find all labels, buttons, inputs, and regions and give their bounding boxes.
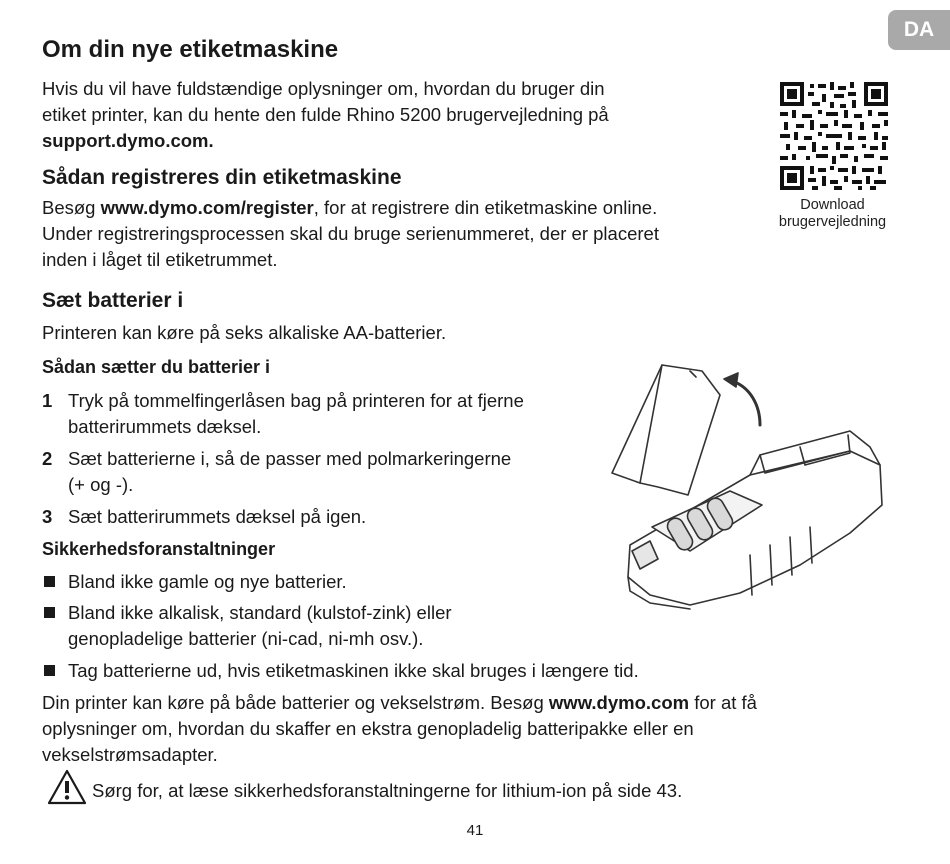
qr-code[interactable] [778,80,890,192]
safety-bullet [68,600,452,652]
bullet-square-icon [44,576,55,587]
power-line-1-pre: Din printer kan køre på både batterier og vekselstrøm. Besøg [42,692,549,713]
qr-caption [765,197,900,231]
batteries-intro: Printeren kan køre på seks alkaliske AA-batterier. [42,322,447,343]
step-number: 3 [42,506,53,527]
intro-paragraph [42,76,609,154]
power-paragraph [42,690,757,768]
power-line-2: oplysninger om, hvordan du skaffer en ekstra genopladelig batteripakke eller en [42,718,694,739]
warning-icon [46,768,88,806]
safety-bullet [68,658,639,684]
dymo-link[interactable]: www.dymo.com [548,692,690,713]
register-line-1-post: , for at registrere din etiketmaskine online. [313,197,658,218]
register-paragraph [42,195,659,273]
intro-line-1: Hvis du vil have fuldstændige oplysninger om, hvordan du bruger din [42,78,605,99]
bullet-line-2: genopladelige batterier (ni-cad, ni-mh osv.). [68,628,424,649]
register-heading: Sådan registreres din etiketmaskine [42,166,402,189]
bullet-square-icon [44,607,55,618]
safety-bullet [68,569,347,595]
intro-line-2: etiket printer, kan du hente den fulde Rhino 5200 brugervejledning på [42,104,609,125]
step-number: 2 [42,448,53,469]
step-item [68,446,511,498]
page-title: Om din nye etiketmaskine [42,36,339,63]
support-link[interactable]: support.dymo.com. [42,130,214,151]
lithium-warning-text: Sørg for, at læse sikkerhedsforanstaltningerne for lithium-ion på side 43. [92,780,683,801]
bullet-square-icon [44,665,55,676]
register-line-3: inden i låget til etiketrummet. [42,249,278,270]
register-link[interactable]: www.dymo.com/register [100,197,314,218]
step-item [68,504,366,530]
bullet-line-1: Bland ikke gamle og nye batterier. [68,571,347,592]
bullet-line-1: Bland ikke alkalisk, standard (kulstof-zink) eller [68,602,452,623]
power-line-1-post: for at få [689,692,757,713]
step-item [68,388,524,440]
step-line-2: batterirummets dæksel. [68,416,262,437]
step-line-1: Sæt batterirummets dæksel på igen. [68,506,367,527]
language-tab: DA [888,10,950,50]
page-number: 41 [466,822,484,839]
printer-battery-illustration [600,355,890,610]
howto-heading: Sådan sætter du batterier i [42,357,271,377]
qr-caption-line-1: Download [800,197,865,213]
power-line-3: vekselstrømsadapter. [42,744,218,765]
step-line-2: (+ og -). [68,474,134,495]
step-line-1: Sæt batterierne i, så de passer med polmarkeringerne [68,448,512,469]
batteries-heading: Sæt batterier i [42,289,184,312]
step-line-1: Tryk på tommelfingerlåsen bag på printeren for at fjerne [68,390,524,411]
register-line-2: Under registreringsprocessen skal du bruge serienummeret, der er placeret [42,223,659,244]
bullet-line-1: Tag batterierne ud, hvis etiketmaskinen ikke skal bruges i længere tid. [68,660,639,681]
step-number: 1 [42,390,53,411]
safety-heading: Sikkerhedsforanstaltninger [42,539,276,559]
register-line-1-pre: Besøg [42,197,101,218]
qr-caption-line-2: brugervejledning [778,214,887,230]
